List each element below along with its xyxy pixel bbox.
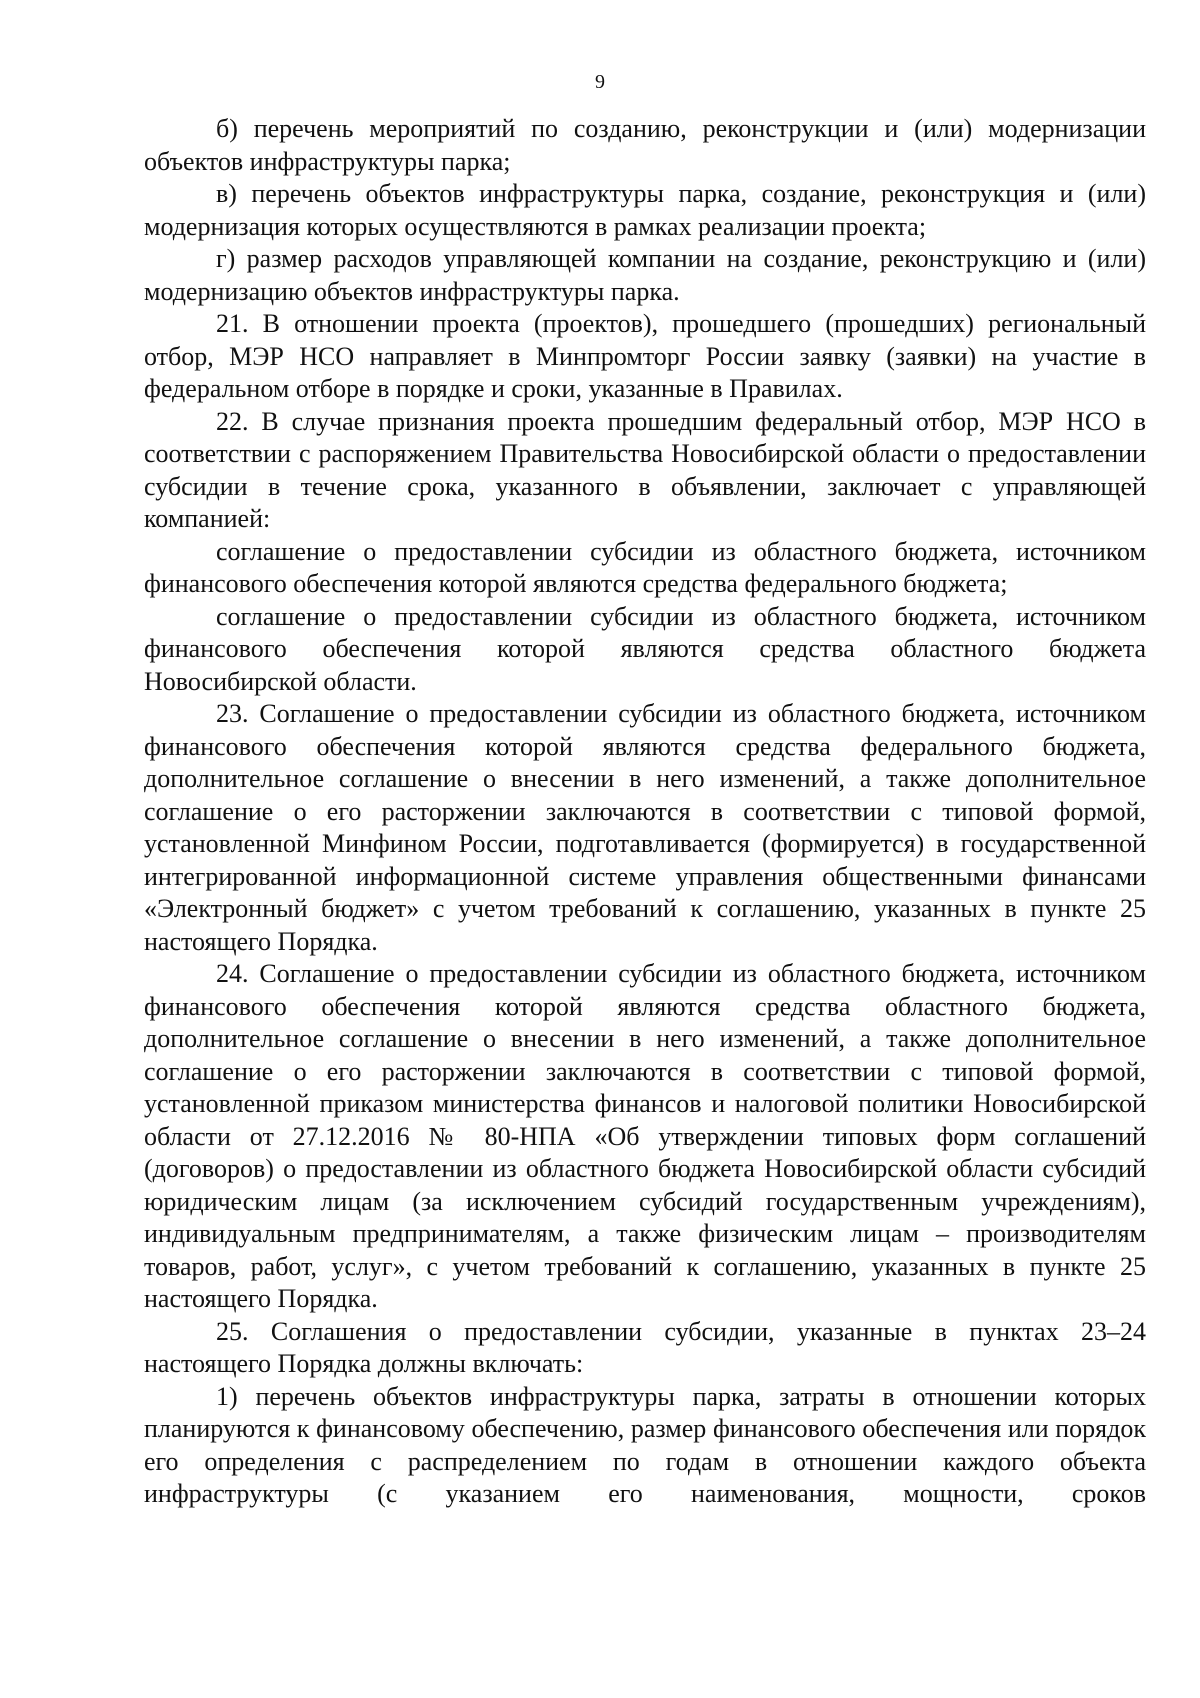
paragraph-agreement-federal: соглашение о предоставлении субсидии из областного бюджета, источником финансового обеспечения которой являются средства федерального бюджета; [144, 536, 1146, 598]
paragraph-clause-22: 22. В случае признания проекта прошедшим федеральный отбор, МЭР НСО в соответствии с распоряжением Правительства Новосибирской области о предоставлении субсидии в течение срока, указанного в объявлении, заключает с управляющей компанией: [144, 406, 1146, 533]
document-body [144, 113, 1146, 1511]
paragraph-clause-23: 23. Соглашение о предоставлении субсидии из областного бюджета, источником финансового обеспечения которой являются средства федерального бюджета, дополнительное соглашение о внесении в него изменений, а также дополнительное соглашение о его расторжении заключаются в соответствии с типовой формой, установленной Минфином России, подготавливается (формируется) в государственной интегрированной информационной системе управления общественными финансами «Электронный бюджет» с учетом требований к соглашению, указанных в пункте 25 настоящего Порядка. [144, 699, 1146, 956]
paragraph-item-g: г) размер расходов управляющей компании на создание, реконструкцию и (или) модернизацию объектов инфраструктуры парка. [144, 244, 1146, 306]
paragraph-clause-24: 24. Соглашение о предоставлении субсидии из областного бюджета, источником финансового обеспечения которой являются средства областного бюджета, дополнительное соглашение о внесении в него изменений, а также дополнительное соглашение о его расторжении заключаются в соответствии с типовой формой, установленной приказом министерства финансов и налоговой политики Новосибирской области от 27.12.2016 № 80-НПА «Об утверждении типовых форм соглашений (договоров) о предоставлении из областного бюджета Новосибирской области субсидий юридическим лицам (за исключением субсидий государственным учреждениям), индивидуальным предпринимателям, а также физическим лицам – производителям товаров, работ, услуг», с учетом требований к соглашению, указанных в пункте 25 настоящего Порядка. [144, 959, 1146, 1313]
paragraph-item-v: в) перечень объектов инфраструктуры парка, создание, реконструкция и (или) модернизация которых осуществляются в рамках реализации проекта; [144, 179, 1146, 241]
paragraph-item-b: б) перечень мероприятий по созданию, реконструкции и (или) модернизации объектов инфраструктуры парка; [144, 114, 1146, 176]
paragraph-clause-25: 25. Соглашения о предоставлении субсидии, указанные в пунктах 23–24 настоящего Порядка должны включать: [144, 1316, 1146, 1378]
paragraph-agreement-regional: соглашение о предоставлении субсидии из областного бюджета, источником финансового обеспечения которой являются средства областного бюджета Новосибирской области. [144, 601, 1146, 696]
paragraph-clause-21: 21. В отношении проекта (проектов), прошедшего (прошедших) региональный отбор, МЭР НСО направляет в Минпромторг России заявку (заявки) на участие в федеральном отборе в порядке и сроки, указанные в Правилах. [144, 309, 1146, 403]
paragraph-clause-25-item-1: 1) перечень объектов инфраструктуры парка, затраты в отношении которых планируются к финансовому обеспечению, размер финансового обеспечения или порядок его определения с распределением по годам в отношении каждого объекта инфраструктуры (с указанием его наименования, мощности, сроков [144, 1381, 1146, 1508]
page-number: 9 [595, 71, 605, 93]
